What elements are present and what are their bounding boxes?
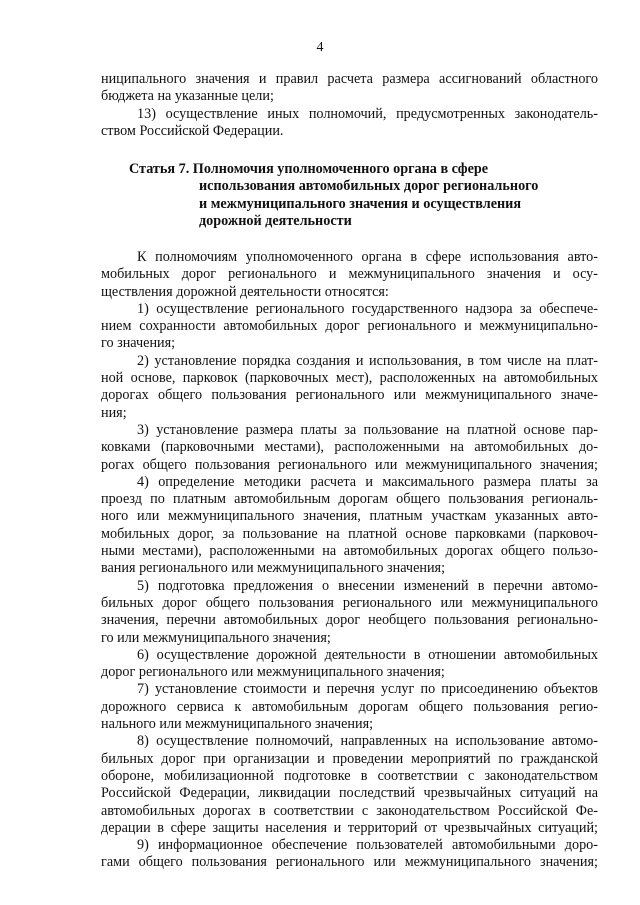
text-line: ния; bbox=[101, 404, 127, 421]
heading-line: дорожной деятельности bbox=[199, 212, 352, 229]
text-line: дорожного сервиса к автомобильным дорогам общего пользования регио- bbox=[101, 698, 598, 715]
article-heading bbox=[101, 161, 598, 230]
text-line: мобильных дорог, за пользование на платной основе парковками (парковоч- bbox=[101, 525, 598, 542]
text-line: 6) осуществление дорожной деятельности в отношении автомобильных bbox=[137, 646, 598, 663]
top-paragraphs bbox=[101, 71, 598, 140]
text-line: Российской Федерации, ликвидации последствий чрезвычайных ситуаций на bbox=[101, 785, 598, 802]
text-line: ной основе, парковок (парковочных мест), расположенных на автомобильных bbox=[101, 370, 598, 387]
text-line: бюджета на указанные цели; bbox=[101, 88, 274, 105]
heading-line: и межмуниципального значения и осуществления bbox=[199, 195, 522, 212]
text-line: К полномочиям уполномоченного органа в сфере использования авто- bbox=[137, 249, 598, 265]
text-line: бильных дорог общего пользования регионального или межмуниципального bbox=[101, 594, 598, 611]
text-line: 1) осуществление регионального государственного надзора за обеспече- bbox=[137, 300, 598, 317]
text-line: 13) осуществление иных полномочий, предусмотренных законодатель- bbox=[137, 105, 598, 122]
text-line: дорог регионального или межмуниципального значения; bbox=[101, 664, 445, 681]
text-line: 9) информационное обеспечение пользователей автомобильными доро- bbox=[137, 837, 598, 854]
text-line: автомобильных дорогах в соответствии с законодательством Российской Фе- bbox=[101, 802, 598, 819]
text-line: 2) установление порядка создания и использования, в том числе на плат- bbox=[137, 352, 598, 369]
text-line: проезд по платным автомобильным дорогам общего пользования региональ- bbox=[101, 491, 598, 508]
text-line: 7) установление стоимости и перечня услуг по присоединению объектов bbox=[137, 681, 598, 698]
text-line: ного или межмуниципального значения, платным участкам указанных авто- bbox=[101, 508, 598, 525]
text-line: ством Российской Федерации. bbox=[101, 122, 284, 139]
text-line: 8) осуществление полномочий, направленных на использование автомо- bbox=[137, 733, 598, 750]
text-line: ниципального значения и правил расчета размера ассигнований областного bbox=[101, 71, 598, 87]
article-body bbox=[101, 249, 598, 872]
text-line: нального или межмуниципального значения; bbox=[101, 716, 374, 733]
text-line: го значения; bbox=[101, 335, 176, 352]
text-line: вания регионального или межмуниципального значения; bbox=[101, 560, 446, 577]
text-line: 4) определение методики расчета и максимального размера платы за bbox=[137, 473, 598, 490]
text-line: ковками (парковочными местами), расположенными на автомобильных до- bbox=[101, 439, 598, 456]
text-line: 3) установление размера платы за пользование на платной основе пар- bbox=[137, 421, 598, 438]
page-number: 4 bbox=[316, 40, 324, 55]
heading-line: использования автомобильных дорог регионального bbox=[199, 178, 539, 195]
text-line: 5) подготовка предложения о внесении изменений в перечни автомо- bbox=[137, 577, 598, 594]
text-line: рогах общего пользования регионального или межмуниципального значения; bbox=[101, 456, 598, 473]
text-line: бильных дорог при организации и проведении мероприятий по гражданской bbox=[101, 750, 598, 767]
text-line: мобильных дорог регионального и межмуниципального значения и осу- bbox=[101, 266, 598, 283]
text-line: ществления дорожной деятельности относятся: bbox=[101, 283, 389, 300]
text-line: дерации в сфере защиты населения и территорий от чрезвычайных ситуаций; bbox=[101, 819, 598, 836]
text-line: ными местами), расположенными на автомобильных дорогах общего пользо- bbox=[101, 543, 598, 560]
text-line: нием сохранности автомобильных дорог регионального и межмуниципально- bbox=[101, 318, 598, 335]
text-line: дорогах общего пользования регионального или межмуниципального значе- bbox=[101, 387, 598, 404]
heading-line: Статья 7. Полномочия уполномоченного органа в сфере bbox=[129, 161, 489, 177]
text-line: значения, перечни автомобильных дорог необщего пользования регионально- bbox=[101, 612, 598, 629]
text-line: гами общего пользования регионального или межмуниципального значения; bbox=[101, 854, 598, 871]
text-line: обороне, мобилизационной подготовке в соответствии с законодательством bbox=[101, 767, 598, 784]
text-line: го или межмуниципального значения; bbox=[101, 629, 331, 646]
